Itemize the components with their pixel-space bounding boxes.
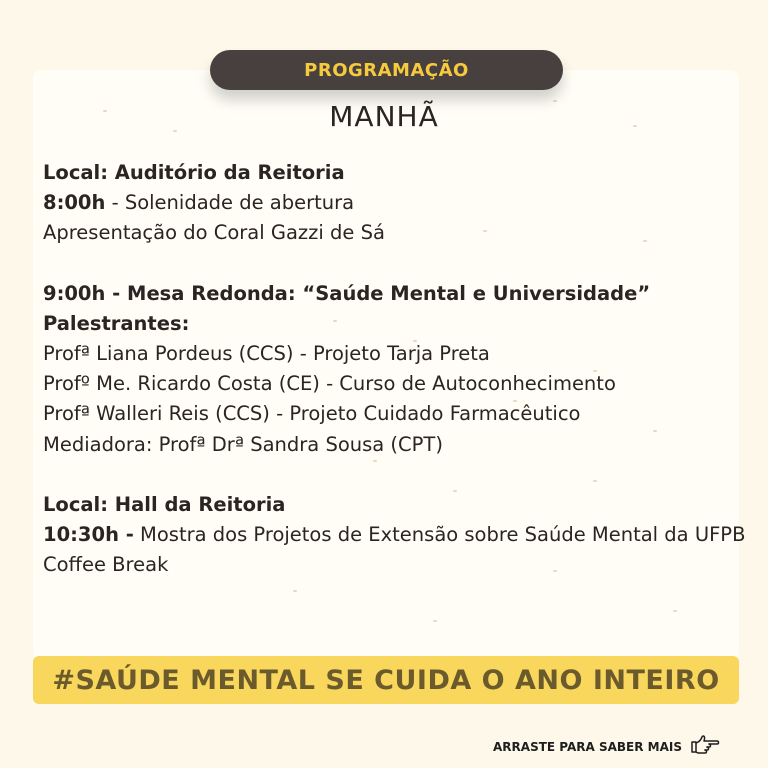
- block2-speakers-label: Palestrantes:: [43, 311, 190, 335]
- block3-location: Local: Hall da Reitoria: [43, 492, 286, 516]
- block3-time: 10:30h -: [43, 523, 134, 547]
- block1-event-text: - Solenidade de abertura: [105, 191, 355, 215]
- swipe-hint[interactable]: [493, 734, 720, 760]
- block3-event: [43, 520, 746, 550]
- block1-time: 8:00h: [43, 191, 106, 215]
- swipe-label: ARRASTE PARA SABER MAIS: [493, 740, 682, 754]
- block3-line2: Coffee Break: [43, 553, 169, 577]
- speaker-line: Profª Liana Pordeus (CCS) - Projeto Tarja Preta: [43, 342, 490, 366]
- speaker-line: Profº Me. Ricardo Costa (CE) - Curso de Autoconhecimento: [43, 372, 616, 396]
- block3-event-text: Mostra dos Projetos de Extensão sobre Saúde Mental da UFPB: [133, 523, 746, 547]
- block1-line2: Apresentação do Coral Gazzi de Sá: [43, 221, 385, 245]
- section-title-pill: [210, 50, 563, 90]
- pointing-hand-icon: [690, 734, 720, 760]
- period-subtitle: MANHÃ: [329, 100, 439, 133]
- block2-title: 9:00h - Mesa Redonda: “Saúde Mental e Universidade”: [43, 281, 651, 305]
- speaker-line: Profª Walleri Reis (CCS) - Projeto Cuidado Farmacêutico: [43, 402, 581, 426]
- hashtag-banner: [33, 656, 739, 704]
- block1-location: Local: Auditório da Reitoria: [43, 161, 345, 184]
- hashtag-text: #SAÚDE MENTAL SE CUIDA O ANO INTEIRO: [52, 664, 720, 696]
- section-title: PROGRAMAÇÃO: [304, 59, 469, 81]
- schedule-content: [43, 158, 746, 580]
- mediator-line: Mediadora: Profª Drª Sandra Sousa (CPT): [43, 432, 443, 456]
- block1-event: [43, 188, 719, 218]
